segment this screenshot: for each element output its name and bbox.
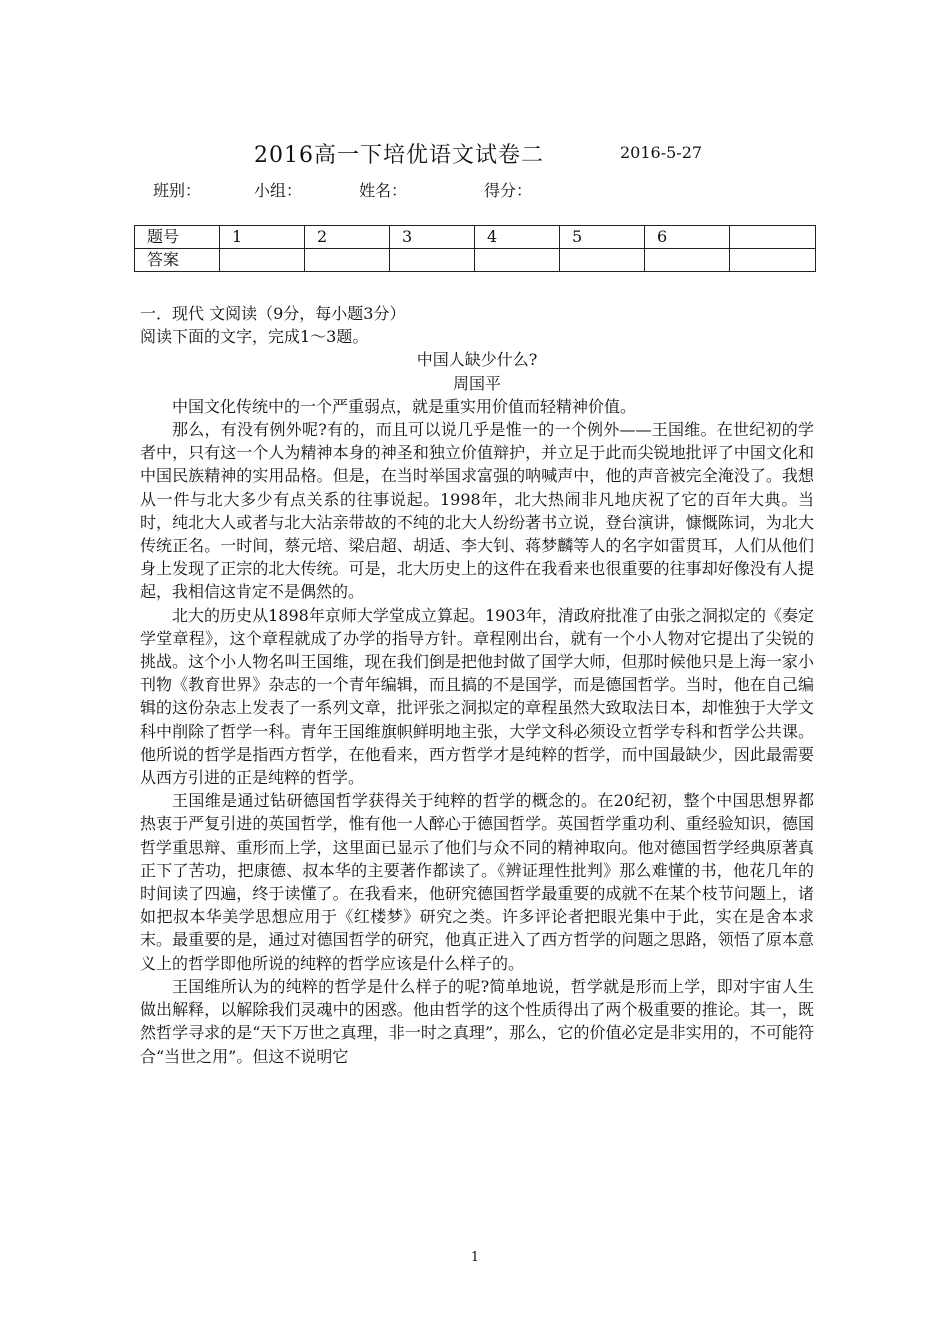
answer-cell[interactable] bbox=[220, 249, 305, 272]
title-line bbox=[0, 138, 950, 168]
question-number-cell: 3 bbox=[390, 226, 475, 249]
article-author: 周国平 bbox=[452, 373, 501, 393]
article-paragraph: 王国维所认为的纯粹的哲学是什么样子的呢?简单地说，哲学就是形而上学，即对宇宙人生做出解释，以解除我们灵魂中的困惑。他由哲学的这个性质得出了两个极重要的推论。其一，既然哲学寻求的是“天下万世之真理，非一时之真理”，那么，它的价值必定是非实用的，不可能符合“当世之用”。但这不说明它 bbox=[140, 976, 814, 1066]
question-number-cell bbox=[730, 226, 816, 249]
answer-label: 答案 bbox=[135, 249, 220, 272]
exam-date: 2016-5-27 bbox=[620, 143, 703, 162]
question-number-cell: 2 bbox=[305, 226, 390, 249]
article-paragraph: 中国文化传统中的一个严重弱点，就是重实用价值而轻精神价值。 bbox=[172, 396, 637, 416]
answer-table bbox=[134, 225, 816, 272]
article-paragraph: 那么，有没有例外呢?有的，而且可以说几乎是惟一的一个例外——王国维。在世纪初的学者中，只有这一个人为精神本身的神圣和独立价值辩护，并立足于此而尖锐地批评了中国文化和中国民族精神的实用品格。但是，在当时举国求富强的呐喊声中，他的声音被完全淹没了。我想从一件与北大多少有点关系的往事说起。1998年，北大热闹非凡地庆祝了它的百年大典。当时，纯北大人或者与北大沾亲带故的不纯的北大人纷纷著书立说，登台演讲，慷慨陈词，为北大传统正名。一时间，蔡元培、梁启超、胡适、李大钊、蒋梦麟等人的名字如雷贯耳，人们从他们身上发现了正宗的北大传统。可是，北大历史上的这件在我看来也很重要的往事却好像没有人提起，我相信这肯定不是偶然的。 bbox=[140, 420, 814, 602]
student-info-line bbox=[0, 178, 950, 202]
exam-title: 2016高一下培优语文试卷二 bbox=[254, 143, 544, 168]
answer-cell[interactable] bbox=[390, 249, 475, 272]
article-paragraph: 北大的历史从1898年京师大学堂成立算起。1903年，清政府批准了由张之洞拟定的《奏定学堂章程》，这个章程就成了办学的指导方针。章程刚出台，就有一个小人物对它提出了尖锐的挑战。这个小人物名叫王国维，现在我们倒是把他封做了国学大师，但那时候他只是上海一家小刊物《教育世界》杂志的一个青年编辑，而且搞的不是国学，而是德国哲学。当时，他在自己编辑的这份杂志上发表了一系列文章，批评张之洞拟定的章程虽然大致取法日本，却惟独于大学文科中削除了哲学一科。青年王国维旗帜鲜明地主张，大学文科必须设立哲学专科和哲学公共课。他所说的哲学是指西方哲学，在他看来，西方哲学才是纯粹的哲学，而中国最缺少，因此最需要从西方引进的正是纯粹的哲学。 bbox=[140, 605, 814, 788]
section-instruction: 阅读下面的文字，完成1～3题。 bbox=[140, 327, 369, 347]
answer-cell[interactable] bbox=[730, 249, 816, 272]
question-number-cell: 6 bbox=[645, 226, 730, 249]
question-number-label: 题号 bbox=[135, 226, 220, 249]
page-number: 1 bbox=[470, 1250, 480, 1265]
reading-section bbox=[140, 302, 814, 1068]
article-title: 中国人缺少什么? bbox=[416, 350, 538, 370]
class-label: 班别： bbox=[153, 181, 202, 200]
article-paragraph: 王国维是通过钻研德国哲学获得关于纯粹的哲学的概念的。在20纪初，整个中国思想界都热衷于严复引进的英国哲学，惟有他一人醉心于德国哲学。英国哲学重功利、重经验知识，德国哲学重思辩、重形而上学，这里面已显示了他们与众不同的精神取向。他对德国哲学经典原著真正下了苦功，把康德、叔本华的主要著作都读了。《辨证理性批判》那么难懂的书，他花几年的时间读了四遍，终于读懂了。在我看来，他研究德国哲学最重要的成就不在某个枝节问题上，诸如把叔本华美学思想应用于《红楼梦》研究之类。许多评论者把眼光集中于此，实在是舍本求末。最重要的是，通过对德国哲学的研究，他真正进入了西方哲学的问题之思路，领悟了原本意义上的哲学即他所说的纯粹的哲学应该是什么样子的。 bbox=[140, 791, 814, 973]
question-number-cell: 5 bbox=[560, 226, 645, 249]
section-heading: 一．现代 文阅读（9分，每小题3分） bbox=[140, 304, 406, 323]
question-number-row bbox=[135, 226, 816, 249]
group-label: 小组： bbox=[254, 181, 303, 200]
answer-cell[interactable] bbox=[305, 249, 390, 272]
question-number-cell: 4 bbox=[475, 226, 560, 249]
answer-cell[interactable] bbox=[475, 249, 560, 272]
answer-cell[interactable] bbox=[560, 249, 645, 272]
question-number-cell: 1 bbox=[220, 226, 305, 249]
answer-cell[interactable] bbox=[645, 249, 730, 272]
name-label: 姓名： bbox=[359, 181, 408, 200]
answer-row bbox=[135, 249, 816, 272]
score-label: 得分： bbox=[484, 181, 533, 200]
